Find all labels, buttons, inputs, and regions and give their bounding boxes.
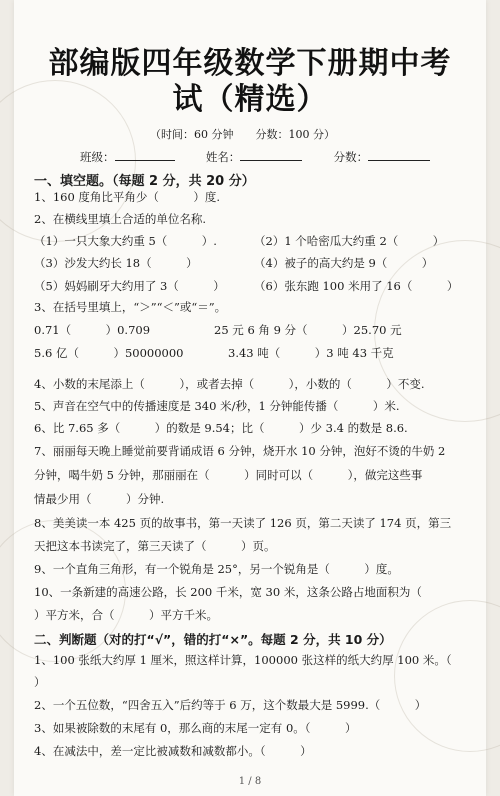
section-heading-true-false: 二、判断题（对的打“√”，错的打“×”。每题 2 分，共 10 分） <box>34 632 392 647</box>
question-5: 5、声音在空气中的传播速度是 340 米/秒，1 分钟能传播（ ）米. <box>34 399 400 413</box>
question-4: 4、小数的末尾添上（ ），或者去掉（ ），小数的（ ）不变. <box>34 377 425 391</box>
section-heading-fill-blank: 一、填空题。（每题 2 分，共 20 分） <box>34 174 255 189</box>
background-swirl-decoration <box>394 600 500 752</box>
score-field[interactable] <box>368 149 430 161</box>
info-row <box>80 149 430 165</box>
exam-title-line1: 部编版四年级数学下册期中考 <box>48 46 452 81</box>
class-label: 班级： <box>80 150 115 164</box>
question-2-1: （1）一只大象大约重 5（ ）. <box>34 234 217 248</box>
question-2-5: （5）妈妈刷牙大约用了 3（ ） <box>34 279 225 293</box>
question-3-4: 3.43 吨（ ）3 吨 43 千克 <box>228 346 394 360</box>
page-number: 1 / 8 <box>238 776 262 787</box>
question-3-3: 5.6 亿（ ）50000000 <box>34 346 184 360</box>
judge-1-line2: ） <box>34 675 46 689</box>
class-field[interactable] <box>115 149 175 161</box>
question-1: 1、160 度角比平角少（ ）度. <box>34 190 221 204</box>
question-10-line2: ）平方米，合（ ）平方千米。 <box>34 608 218 622</box>
question-10-line1: 10、一条新建的高速公路，长 200 千米，宽 30 米，这条公路占地面积为（ <box>34 585 422 599</box>
question-2-6: （6）张东跑 100 米用了 16（ ） <box>254 279 459 293</box>
question-3: 3、在括号里填上，“＞”“＜”或“＝”。 <box>34 300 227 314</box>
question-8-line1: 8、美美读一本 425 页的故事书，第一天读了 126 页，第二天读了 174 页，第三 <box>34 516 452 530</box>
question-7-line1: 7、丽丽每天晚上睡觉前要背诵成语 6 分钟，烧开水 10 分钟，泡好不烫的牛奶 2 <box>34 444 446 458</box>
question-2-3: （3）沙发大约长 18（ ） <box>34 256 198 270</box>
question-7-line2: 分钟，喝牛奶 5 分钟，那丽丽在（ ）同时可以（ ），做完这些事 <box>34 468 423 482</box>
exam-meta: （时间：60 分钟 分数：100 分） <box>150 128 335 141</box>
question-2-2: （2）1 个哈密瓜大约重 2（ ） <box>254 234 445 248</box>
question-2: 2、在横线里填上合适的单位名称. <box>34 212 206 226</box>
exam-title-line2: 试（精选） <box>172 82 328 117</box>
question-2-4: （4）被子的高大约是 9（ ） <box>254 256 434 270</box>
question-3-1: 0.71（ ）0.709 <box>34 323 151 337</box>
judge-3: 3、如果被除数的末尾有 0，那么商的末尾一定有 0。（ ） <box>34 721 357 735</box>
question-6: 6、比 7.65 多（ ）的数是 9.54；比（ ）少 3.4 的数是 8.6. <box>34 421 408 435</box>
judge-2: 2、一个五位数，“四舍五入”后约等于 6 万，这个数最大是 5999.（ ） <box>34 698 427 712</box>
name-field[interactable] <box>240 149 302 161</box>
judge-4: 4、在减法中，差一定比被减数和减数都小。（ ） <box>34 744 312 758</box>
question-7-line3: 情最少用（ ）分钟. <box>34 492 165 506</box>
question-3-2: 25 元 6 角 9 分（ ）25.70 元 <box>214 323 402 337</box>
question-9: 9、一个直角三角形，有一个锐角是 25°，另一个锐角是（ ）度。 <box>34 562 399 576</box>
score-label: 分数： <box>333 150 369 164</box>
question-8-line2: 天把这本书读完了，第三天读了（ ）页。 <box>34 539 276 553</box>
judge-1-line1: 1、100 张纸大约厚 1 厘米，照这样计算，100000 张这样的纸大约厚 100 米。（ <box>34 653 452 667</box>
name-label: 姓名： <box>205 150 241 164</box>
